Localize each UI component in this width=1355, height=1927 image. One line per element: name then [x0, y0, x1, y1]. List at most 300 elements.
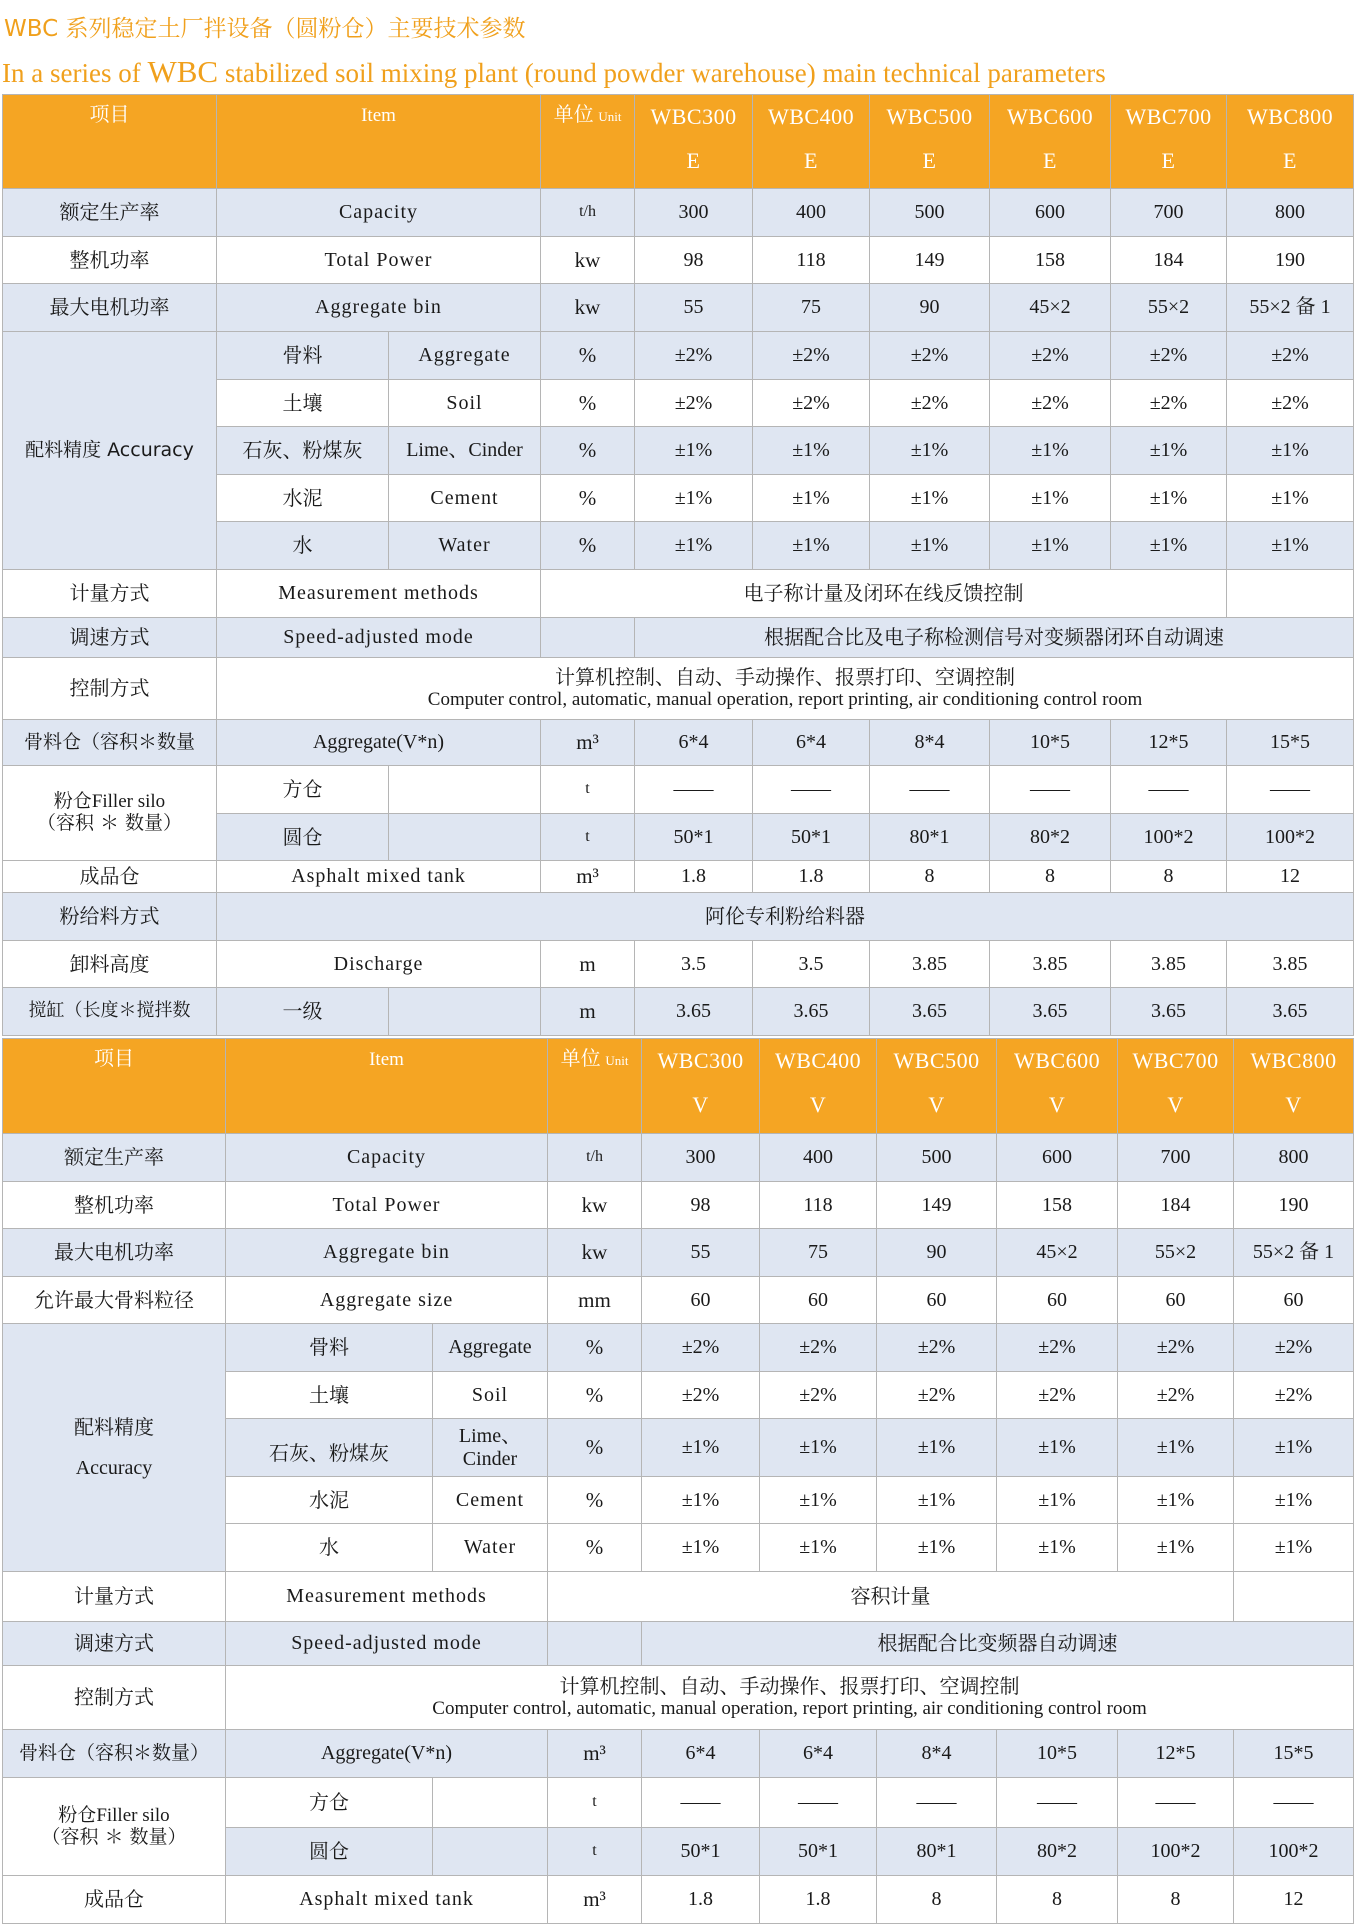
filler-label-en: Filler silo: [96, 1804, 170, 1826]
row-unit: %: [541, 332, 635, 380]
value-cell: 8: [997, 1876, 1118, 1924]
control-value-en: Computer control, automatic, manual operation, report printing, air conditioning control room: [432, 1698, 1147, 1720]
row-unit: t: [541, 766, 635, 814]
row-label-cn: 粉给料方式: [3, 893, 217, 941]
row-label-en: Discharge: [217, 941, 541, 988]
value-cell: ±1%: [760, 1419, 877, 1477]
value-cell: ±2%: [990, 332, 1111, 380]
header-model: [1111, 95, 1227, 189]
model-suffix: V: [1285, 1092, 1302, 1117]
value-cell: 60: [760, 1277, 877, 1324]
value-cell: 15*5: [1227, 720, 1354, 766]
row-unit: %: [548, 1372, 642, 1419]
row-total-power: [3, 1182, 1354, 1229]
header-model: [753, 95, 870, 189]
row-label-en: Water: [433, 1524, 548, 1572]
model-name: WBC700: [1132, 1048, 1219, 1073]
value-cell: 600: [997, 1134, 1118, 1182]
row-label-en: Measurement methods: [226, 1572, 548, 1622]
value-cell: ±1%: [870, 475, 990, 522]
title-english-brand: WBC: [147, 54, 219, 89]
value-cell: ±1%: [753, 475, 870, 522]
value-cell: 8: [990, 861, 1111, 893]
speed-value: 根据配合比及电子称检测信号对变频器闭环自动调速: [635, 618, 1354, 658]
row-label-cn: 控制方式: [3, 658, 217, 720]
value-cell: ——: [642, 1778, 760, 1828]
row-label-cn: 额定生产率: [3, 1134, 226, 1182]
value-cell: ±1%: [990, 475, 1111, 522]
empty-cell: [548, 1622, 642, 1666]
row-unit: t/h: [548, 1134, 642, 1182]
empty-cell: [1234, 1572, 1354, 1622]
header-model: [642, 1039, 760, 1134]
value-cell: 10*5: [990, 720, 1111, 766]
value-cell: ——: [877, 1778, 997, 1828]
value-cell: 100*2: [1118, 1828, 1234, 1876]
model-name: WBC600: [1013, 1048, 1101, 1073]
model-name: WBC400: [767, 104, 855, 129]
row-aggregate-bin: [3, 1730, 1354, 1778]
value-cell: ±2%: [990, 380, 1111, 427]
row-label-en: Capacity: [217, 189, 541, 237]
row-measurement: [3, 1572, 1354, 1622]
row-unit: %: [541, 427, 635, 475]
value-cell: 3.65: [1111, 988, 1227, 1036]
header-model: [990, 95, 1111, 189]
value-cell: 1.8: [635, 861, 753, 893]
value-cell: ±1%: [1234, 1477, 1354, 1524]
row-product-bin: [3, 1876, 1354, 1924]
row-label-en: Total Power: [226, 1182, 548, 1229]
row-unit: t: [548, 1828, 642, 1876]
row-label-cn: 搅缸（长度＊搅拌数: [3, 988, 217, 1036]
control-value-cn: 计算机控制、自动、手动操作、报票打印、空调控制: [559, 1674, 1020, 1699]
row-aggregate-size: [3, 1277, 1354, 1324]
value-cell: ±2%: [997, 1324, 1118, 1372]
value-cell: ±2%: [753, 332, 870, 380]
row-label-cn: 卸料高度: [3, 941, 217, 988]
value-cell: ±1%: [997, 1419, 1118, 1477]
value-cell: 80*2: [990, 814, 1111, 861]
model-suffix: E: [922, 148, 937, 173]
value-cell: 100*2: [1111, 814, 1227, 861]
value-cell: ±2%: [1227, 380, 1354, 427]
value-cell: 400: [753, 189, 870, 237]
model-name: WBC300: [657, 1048, 744, 1073]
row-label-cn: 圆仓: [217, 814, 389, 861]
value-cell: ——: [1234, 1778, 1354, 1828]
row-label-en: Asphalt mixed tank: [226, 1876, 548, 1924]
value-cell: ±1%: [1118, 1419, 1234, 1477]
value-cell: ±1%: [1111, 475, 1227, 522]
value-cell: 800: [1234, 1134, 1354, 1182]
value-cell: ±2%: [760, 1324, 877, 1372]
model-suffix: V: [1167, 1092, 1184, 1117]
row-max-motor-power: [3, 1229, 1354, 1277]
row-label-cn: 最大电机功率: [3, 1229, 226, 1277]
row-label-cn: 方仓: [217, 766, 389, 814]
value-cell: ±2%: [1111, 380, 1227, 427]
value-cell: ——: [1111, 766, 1227, 814]
row-unit: %: [548, 1477, 642, 1524]
model-suffix: E: [804, 148, 818, 173]
value-cell: ±2%: [642, 1372, 760, 1419]
value-cell: 3.65: [990, 988, 1111, 1036]
value-cell: ±2%: [753, 380, 870, 427]
row-unit: %: [541, 380, 635, 427]
value-cell: 184: [1111, 237, 1227, 284]
spec-table-v-series: [2, 1038, 1354, 1924]
row-label-en: Capacity: [226, 1134, 548, 1182]
value-cell: 8*4: [870, 720, 990, 766]
filler-silo-label: [3, 766, 217, 861]
row-label-en: Soil: [389, 380, 541, 427]
value-cell: 12: [1234, 1876, 1354, 1924]
accuracy-group-label: [3, 1324, 226, 1572]
value-cell: 60: [642, 1277, 760, 1324]
row-label-cn: 成品仓: [3, 861, 217, 893]
header-unit-en: Unit: [598, 109, 622, 124]
row-label-en: Aggregate size: [226, 1277, 548, 1324]
value-cell: ±1%: [635, 475, 753, 522]
value-cell: 50*1: [635, 814, 753, 861]
empty-cell: [389, 814, 541, 861]
value-cell: 400: [760, 1134, 877, 1182]
value-cell: 8: [877, 1876, 997, 1924]
value-cell: ±1%: [635, 427, 753, 475]
value-cell: ±1%: [760, 1524, 877, 1572]
value-cell: 90: [877, 1229, 997, 1277]
value-cell: ±2%: [635, 332, 753, 380]
empty-cell: [541, 618, 635, 658]
value-cell: ±1%: [1227, 475, 1354, 522]
row-label-cn: 水泥: [217, 475, 389, 522]
value-cell: 15*5: [1234, 1730, 1354, 1778]
row-unit: t: [548, 1778, 642, 1828]
model-suffix: V: [928, 1092, 945, 1117]
value-cell: 90: [870, 284, 990, 332]
header-unit: [548, 1039, 642, 1134]
value-cell: ——: [760, 1778, 877, 1828]
value-cell: ±1%: [990, 522, 1111, 570]
row-label-en: Aggregate: [433, 1324, 548, 1372]
value-cell: ——: [753, 766, 870, 814]
value-cell: 8: [1111, 861, 1227, 893]
value-cell: 12*5: [1118, 1730, 1234, 1778]
row-label-cn: 水: [217, 522, 389, 570]
filler-label-cn2: （容积 ＊ 数量）: [36, 812, 183, 834]
header-row: [3, 1039, 1354, 1134]
row-unit: t: [541, 814, 635, 861]
row-control: [3, 1666, 1354, 1730]
accuracy-label-en: Accuracy: [75, 1456, 153, 1479]
row-label-en: Cement: [389, 475, 541, 522]
value-cell: ±2%: [1234, 1372, 1354, 1419]
row-accuracy-aggregate: [3, 332, 1354, 380]
value-cell: ±1%: [642, 1477, 760, 1524]
value-cell: 50*1: [642, 1828, 760, 1876]
powder-feeding-value: 阿伦专利粉给料器: [217, 893, 1354, 941]
row-label-en: Total Power: [217, 237, 541, 284]
header-model: [877, 1039, 997, 1134]
row-discharge: [3, 941, 1354, 988]
value-cell: 1.8: [760, 1876, 877, 1924]
row-label-cn: 调速方式: [3, 1622, 226, 1666]
row-level: 一级: [217, 988, 389, 1036]
value-cell: 8*4: [877, 1730, 997, 1778]
row-label-cn: 最大电机功率: [3, 284, 217, 332]
model-suffix: V: [692, 1092, 709, 1117]
row-label-en: Speed-adjusted mode: [226, 1622, 548, 1666]
control-value-en: Computer control, automatic, manual operation, report printing, air conditioning control room: [427, 689, 1143, 711]
value-cell: ±2%: [760, 1372, 877, 1419]
accuracy-group-label: 配料精度 Accuracy: [3, 332, 217, 570]
value-cell: 149: [877, 1182, 997, 1229]
value-cell: ±1%: [877, 1477, 997, 1524]
value-cell: 700: [1111, 189, 1227, 237]
value-cell: ±2%: [642, 1324, 760, 1372]
model-suffix: V: [1048, 1092, 1066, 1117]
value-cell: 190: [1234, 1182, 1354, 1229]
value-cell: 3.85: [870, 941, 990, 988]
value-cell: 1.8: [642, 1876, 760, 1924]
value-cell: ±2%: [1234, 1324, 1354, 1372]
value-cell: 75: [753, 284, 870, 332]
row-label-en: Cement: [433, 1477, 548, 1524]
row-label-cn: 土壤: [217, 380, 389, 427]
row-total-power: [3, 237, 1354, 284]
row-label-cn: 整机功率: [3, 237, 217, 284]
row-label-en: Aggregate(V*n): [217, 720, 541, 766]
value-cell: 10*5: [997, 1730, 1118, 1778]
header-unit-en: Unit: [605, 1053, 629, 1068]
row-label-cn: 水泥: [226, 1477, 433, 1524]
row-unit: mm: [548, 1277, 642, 1324]
header-model: [997, 1039, 1118, 1134]
row-label-en: Aggregate: [389, 332, 541, 380]
row-unit: %: [548, 1524, 642, 1572]
value-cell: ±1%: [760, 1477, 877, 1524]
value-cell: 300: [635, 189, 753, 237]
row-unit: kw: [541, 237, 635, 284]
accuracy-label-cn: 配料精度: [74, 1414, 154, 1439]
value-cell: 60: [997, 1277, 1118, 1324]
value-cell: 1.8: [753, 861, 870, 893]
value-cell: 80*2: [997, 1828, 1118, 1876]
header-row: [3, 95, 1354, 189]
value-cell: 158: [990, 237, 1111, 284]
row-label-en: Aggregate bin: [226, 1229, 548, 1277]
model-name: WBC600: [1006, 104, 1094, 129]
model-name: WBC800: [1250, 1048, 1337, 1073]
value-cell: 6*4: [753, 720, 870, 766]
row-unit: %: [541, 522, 635, 570]
row-unit: m³: [541, 720, 635, 766]
value-cell: ±2%: [877, 1324, 997, 1372]
value-cell: 98: [635, 237, 753, 284]
value-cell: 8: [1118, 1876, 1234, 1924]
row-label-cn: 调速方式: [3, 618, 217, 658]
row-speed: [3, 1622, 1354, 1666]
value-cell: 55×2: [1111, 284, 1227, 332]
value-cell: 6*4: [760, 1730, 877, 1778]
value-cell: ±1%: [1234, 1419, 1354, 1477]
value-cell: 60: [1118, 1277, 1234, 1324]
model-suffix: E: [686, 148, 701, 173]
value-cell: 45×2: [997, 1229, 1118, 1277]
value-cell: ±2%: [1111, 332, 1227, 380]
row-measurement: [3, 570, 1354, 618]
row-label-en: Asphalt mixed tank: [217, 861, 541, 893]
header-model: [1234, 1039, 1354, 1134]
title-english-prefix: In a series of: [2, 58, 148, 88]
row-label-cn: 石灰、粉煤灰: [226, 1419, 433, 1477]
row-label-en: Aggregate(V*n): [226, 1730, 548, 1778]
value-cell: 3.85: [1227, 941, 1354, 988]
value-cell: ——: [1118, 1778, 1234, 1828]
model-name: WBC300: [650, 104, 737, 129]
row-label-en: Speed-adjusted mode: [217, 618, 541, 658]
measurement-value: 容积计量: [548, 1572, 1234, 1622]
row-label-cn: 骨料: [226, 1324, 433, 1372]
value-cell: ±2%: [635, 380, 753, 427]
value-cell: 75: [760, 1229, 877, 1277]
row-label-cn: 整机功率: [3, 1182, 226, 1229]
row-unit: kw: [541, 284, 635, 332]
value-cell: ±2%: [997, 1372, 1118, 1419]
row-unit: m: [541, 988, 635, 1036]
value-cell: 50*1: [753, 814, 870, 861]
row-capacity: [3, 189, 1354, 237]
row-label-en: Soil: [433, 1372, 548, 1419]
value-cell: 100*2: [1234, 1828, 1354, 1876]
value-cell: ±1%: [870, 427, 990, 475]
value-cell: ±2%: [1227, 332, 1354, 380]
value-cell: ±1%: [997, 1477, 1118, 1524]
value-cell: 100*2: [1227, 814, 1354, 861]
model-suffix: E: [1283, 148, 1297, 173]
header-model: [870, 95, 990, 189]
value-cell: ±1%: [1111, 427, 1227, 475]
value-cell: ±1%: [753, 522, 870, 570]
value-cell: ±2%: [1118, 1372, 1234, 1419]
value-cell: 60: [877, 1277, 997, 1324]
value-cell: ±1%: [1118, 1524, 1234, 1572]
value-cell: 3.5: [635, 941, 753, 988]
row-label-cn: 计量方式: [3, 570, 217, 618]
row-label-cn: 允许最大骨料粒径: [3, 1277, 226, 1324]
row-unit: %: [548, 1324, 642, 1372]
header-unit-cn: 单位: [553, 102, 594, 126]
header-model: [635, 95, 753, 189]
value-cell: ±1%: [642, 1524, 760, 1572]
row-speed: [3, 618, 1354, 658]
value-cell: 50*1: [760, 1828, 877, 1876]
value-cell: ±1%: [877, 1419, 997, 1477]
value-cell: 158: [997, 1182, 1118, 1229]
row-unit: %: [541, 475, 635, 522]
row-control: [3, 658, 1354, 720]
value-cell: 3.5: [753, 941, 870, 988]
value-cell: 500: [870, 189, 990, 237]
row-product-bin: [3, 861, 1354, 893]
value-cell: ±1%: [642, 1419, 760, 1477]
value-cell: ±2%: [1118, 1324, 1234, 1372]
value-cell: 118: [760, 1182, 877, 1229]
row-max-motor-power: [3, 284, 1354, 332]
title-chinese: WBC 系列稳定土厂拌设备（圆粉仓）主要技术参数: [4, 16, 526, 42]
control-value: [217, 658, 1354, 720]
value-cell: 8: [870, 861, 990, 893]
value-cell: ——: [990, 766, 1111, 814]
value-cell: 190: [1227, 237, 1354, 284]
value-cell: ——: [635, 766, 753, 814]
value-cell: ±1%: [1234, 1524, 1354, 1572]
empty-cell: [1227, 570, 1354, 618]
row-mixer: [3, 988, 1354, 1036]
row-unit: kw: [548, 1229, 642, 1277]
value-cell: 184: [1118, 1182, 1234, 1229]
row-label-cn: 骨料仓（容积＊数量）: [3, 1730, 226, 1778]
row-label-cn: 水: [226, 1524, 433, 1572]
value-cell: 700: [1118, 1134, 1234, 1182]
value-cell: 6*4: [642, 1730, 760, 1778]
row-accuracy-aggregate: [3, 1324, 1354, 1372]
value-cell: 6*4: [635, 720, 753, 766]
value-cell: ±1%: [1111, 522, 1227, 570]
value-cell: 55×2 备 1: [1234, 1229, 1354, 1277]
filler-silo-label: [3, 1778, 226, 1876]
value-cell: ±1%: [635, 522, 753, 570]
model-suffix: V: [809, 1092, 827, 1117]
row-label-en: Aggregate bin: [217, 284, 541, 332]
value-cell: ±1%: [1118, 1477, 1234, 1524]
row-filler-square: [3, 1778, 1354, 1828]
empty-cell: [389, 988, 541, 1036]
value-cell: 12*5: [1111, 720, 1227, 766]
row-label-cn: 圆仓: [226, 1828, 433, 1876]
empty-cell: [389, 766, 541, 814]
value-cell: 3.85: [1111, 941, 1227, 988]
value-cell: 55: [635, 284, 753, 332]
header-model: [1227, 95, 1354, 189]
row-unit: m³: [548, 1876, 642, 1924]
value-cell: 80*1: [870, 814, 990, 861]
value-cell: 500: [877, 1134, 997, 1182]
row-label-cn: 成品仓: [3, 1876, 226, 1924]
value-cell: 12: [1227, 861, 1354, 893]
spec-table-e-series: [2, 94, 1354, 1036]
row-unit: m³: [548, 1730, 642, 1778]
row-label-cn: 土壤: [226, 1372, 433, 1419]
value-cell: 3.85: [990, 941, 1111, 988]
empty-cell: [433, 1828, 548, 1876]
model-name: WBC500: [886, 104, 973, 129]
row-unit: m: [541, 941, 635, 988]
header-item-cn: 项目: [3, 1039, 226, 1134]
measurement-value: 电子称计量及闭环在线反馈控制: [541, 570, 1227, 618]
speed-value: 根据配合比变频器自动调速: [642, 1622, 1354, 1666]
model-name: WBC500: [893, 1048, 980, 1073]
filler-label-cn: 粉仓: [58, 1803, 97, 1826]
value-cell: ±2%: [870, 332, 990, 380]
value-cell: 60: [1234, 1277, 1354, 1324]
filler-label-cn2: （容积 ＊ 数量）: [41, 1825, 187, 1848]
row-label-cn: 计量方式: [3, 1572, 226, 1622]
row-unit: m³: [541, 861, 635, 893]
header-item-en: Item: [217, 95, 541, 189]
value-cell: ——: [1227, 766, 1354, 814]
